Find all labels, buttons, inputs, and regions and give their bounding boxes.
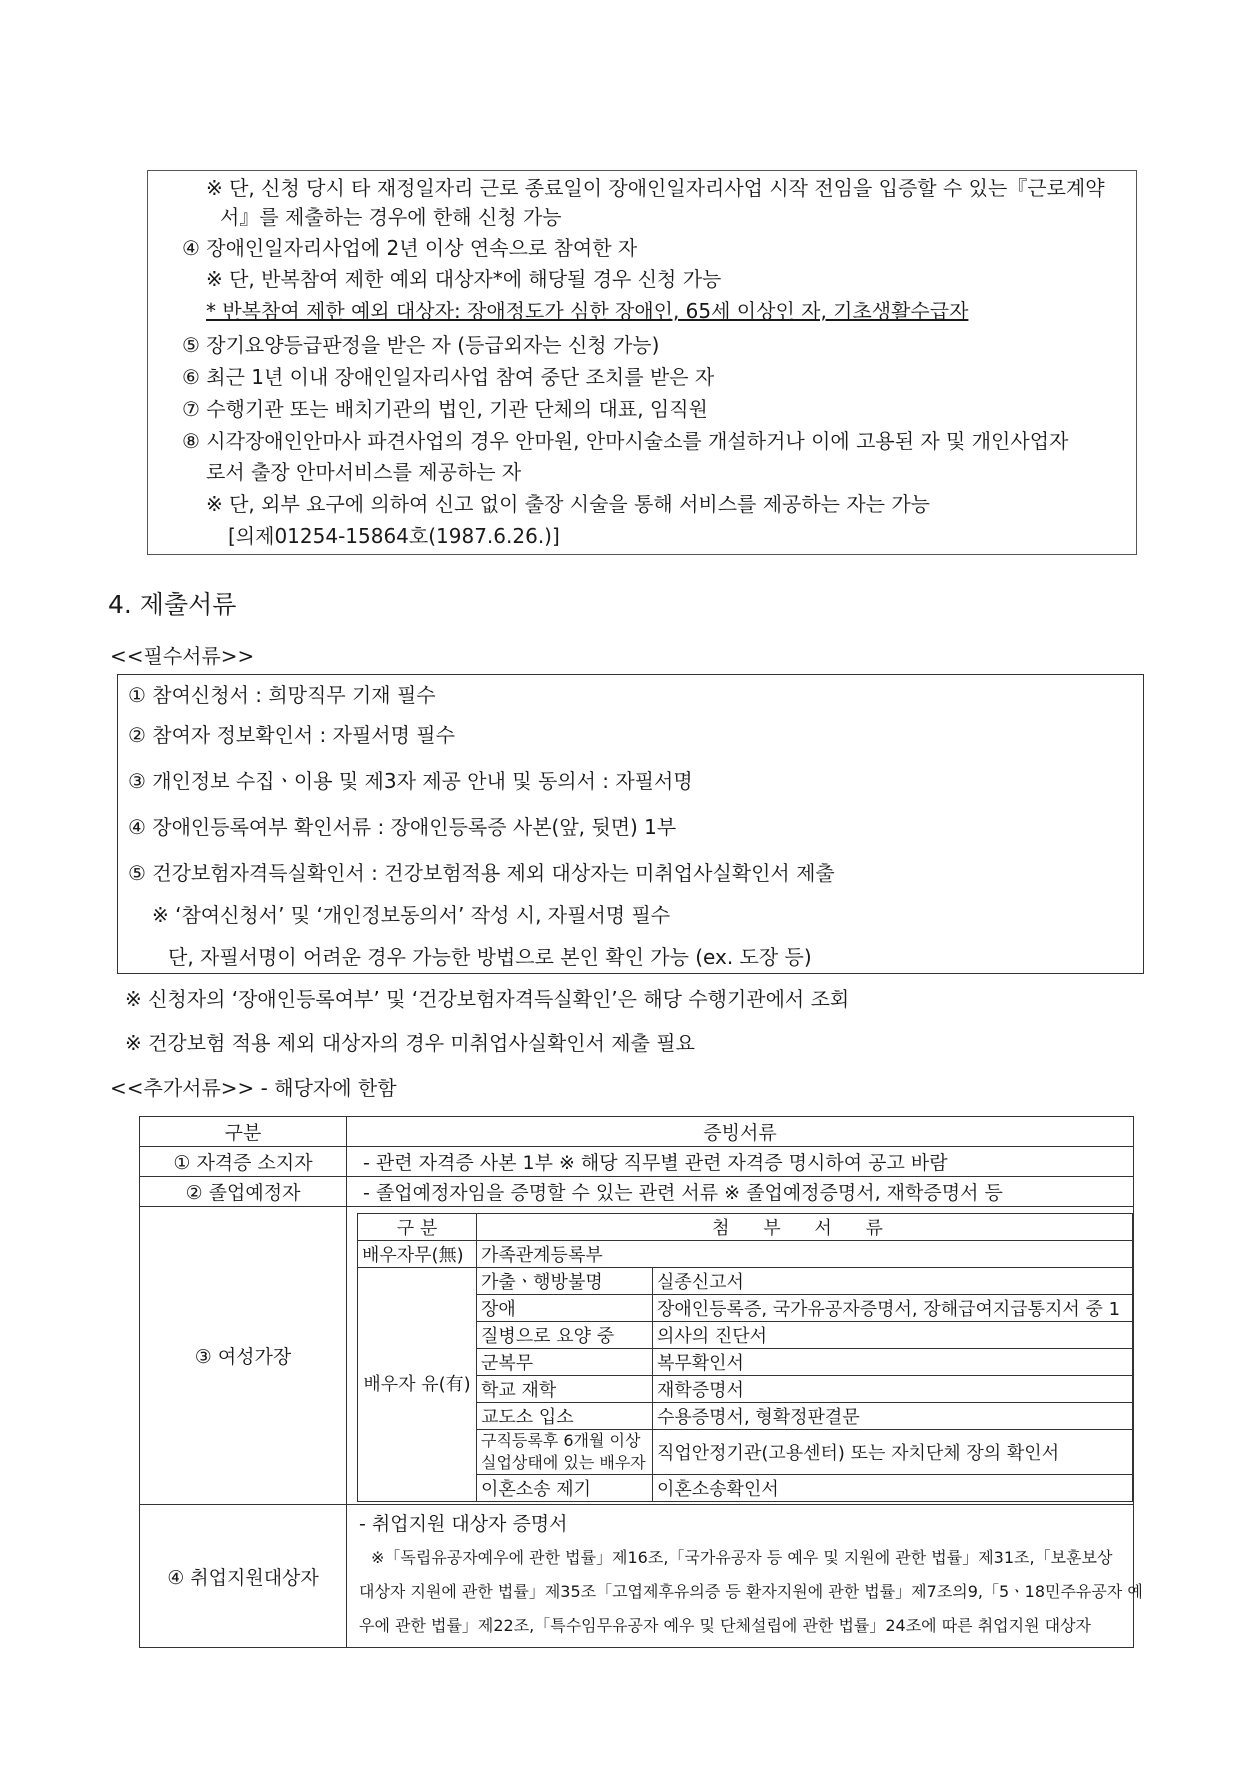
additional-docs-table — [139, 1116, 1143, 1648]
doc-cell: 수용증명서, 형확정판결문 — [653, 1403, 1133, 1430]
box-line: ※ 단, 신청 당시 타 재정일자리 근로 종료일이 장애인일자리사업 시작 전임을 입증할 수 있는『근로계약 — [206, 176, 1105, 200]
doc-cell: 재학증명서 — [653, 1376, 1133, 1403]
additional-docs-title: <<추가서류>> - 해당자에 한함 — [110, 1076, 397, 1100]
row4-line: ※「독립유공자예우에 관한 법률」제16조,「국가유공자 등 예우 및 지원에 관한 법률」제31조,「보훈보상 — [371, 1548, 1113, 1567]
spouse-label: 배우자 유(有) — [358, 1268, 477, 1502]
required-item: ② 참여자 정보확인서 : 자필서명 필수 — [128, 723, 455, 747]
box-line: ⑥ 최근 1년 이내 장애인일자리사업 참여 중단 조치를 받은 자 — [182, 365, 715, 389]
table-row — [140, 1177, 1134, 1207]
required-item: ⑤ 건강보험자격득실확인서 : 건강보험적용 제외 대상자는 미취업사실확인서 제출 — [128, 861, 835, 885]
table-header-row — [140, 1117, 1134, 1147]
section-title: 4. 제출서류 — [108, 590, 237, 619]
table-row — [140, 1505, 1134, 1648]
box-line-underlined: * 반복참여 제한 예외 대상자: 장애정도가 심한 장애인, 65세 이상인 자, 기초생활수급자 — [206, 299, 969, 323]
case-cell: 구직등록후 6개월 이상 실업상태에 있는 배우자 — [477, 1430, 653, 1475]
col-header-category: 구분 — [140, 1117, 347, 1147]
sub-header-category: 구 분 — [358, 1214, 477, 1241]
required-docs-title: <<필수서류>> — [110, 644, 255, 668]
required-item: ④ 장애인등록여부 확인서류 : 장애인등록증 사본(앞, 뒷면) 1부 — [128, 815, 677, 839]
row-label: ② 졸업예정자 — [140, 1177, 347, 1207]
box-line: ⑧ 시각장애인안마사 파견사업의 경우 안마원, 안마시술소를 개설하거나 이에 고용된 자 및 개인사업자 — [182, 429, 1069, 453]
case-cell: 질병으로 요양 중 — [477, 1322, 653, 1349]
doc-cell: 장애인등록증, 국가유공자증명서, 장해급여지급통지서 중 1 — [653, 1295, 1133, 1322]
box-line: 로서 출장 안마서비스를 제공하는 자 — [206, 460, 522, 484]
no-spouse-label: 배우자무(無) — [358, 1241, 477, 1268]
box-line: ④ 장애인일자리사업에 2년 이상 연속으로 참여한 자 — [182, 236, 638, 260]
required-item: ③ 개인정보 수집ㆍ이용 및 제3자 제공 안내 및 동의서 : 자필서명 — [128, 769, 693, 793]
case-cell: 군복무 — [477, 1349, 653, 1376]
table-row — [140, 1207, 1134, 1505]
box-line: 서』를 제출하는 경우에 한해 신청 가능 — [220, 205, 562, 229]
doc-cell: 복무확인서 — [653, 1349, 1133, 1376]
row-text: - 졸업예정자임을 증명할 수 있는 관련 서류 ※ 졸업예정증명서, 재학증명서 등 — [347, 1177, 1134, 1207]
doc-cell: 이혼소송확인서 — [653, 1475, 1133, 1502]
female-head-subtable — [357, 1213, 1133, 1502]
box-line: ※ 단, 반복참여 제한 예외 대상자*에 해당될 경우 신청 가능 — [206, 267, 722, 291]
box-line: ⑤ 장기요양등급판정을 받은 자 (등급외자는 신청 가능) — [182, 333, 660, 357]
row-label: ① 자격증 소지자 — [140, 1147, 347, 1177]
note-line: ※ 건강보험 적용 제외 대상자의 경우 미취업사실확인서 제출 필요 — [125, 1031, 695, 1055]
case-cell: 가출ㆍ행방불명 — [477, 1268, 653, 1295]
required-docs-box — [117, 674, 1144, 974]
box-line: ※ 단, 외부 요구에 의하여 신고 없이 출장 시술을 통해 서비스를 제공하는 자는 가능 — [206, 492, 931, 516]
sub-header-documents: 첨 부 서 류 — [477, 1214, 1133, 1241]
row-label: ④ 취업지원대상자 — [140, 1505, 347, 1648]
row4-line: 대상자 지원에 관한 법률」제35조「고엽제후유의증 등 환자지원에 관한 법률」제7조의9,「5ㆍ18민주유공자 예 — [359, 1582, 1143, 1601]
row-text: - 관련 자격증 사본 1부 ※ 해당 직무별 관련 자격증 명시하여 공고 바람 — [347, 1147, 1134, 1177]
eligibility-exclusion-box — [147, 170, 1137, 555]
table-row — [140, 1147, 1134, 1177]
note-line: ※ 신청자의 ‘장애인등록여부’ 및 ‘건강보험자격득실확인’은 해당 수행기관에서 조회 — [125, 987, 850, 1011]
required-item: ① 참여신청서 : 희망직무 기재 필수 — [128, 683, 436, 707]
doc-cell: 실종신고서 — [653, 1268, 1133, 1295]
case-cell: 교도소 입소 — [477, 1403, 653, 1430]
no-spouse-doc: 가족관계등록부 — [477, 1241, 1133, 1268]
box-line: ⑦ 수행기관 또는 배치기관의 법인, 기관 단체의 대표, 임직원 — [182, 397, 708, 421]
row-label: ③ 여성가장 — [140, 1207, 347, 1505]
row4-line: - 취업지원 대상자 증명서 — [359, 1513, 568, 1535]
row4-line: 우에 관한 법률」제22조,「특수임무유공자 예우 및 단체설립에 관한 법률」24조에 따른 취업지원 대상자 — [359, 1616, 1091, 1635]
doc-cell: 의사의 진단서 — [653, 1322, 1133, 1349]
box-line: [의제01254-15864호(1987.6.26.)] — [228, 524, 560, 548]
required-note: ※ ‘참여신청서’ 및 ‘개인정보동의서’ 작성 시, 자필서명 필수 — [152, 903, 671, 927]
case-cell: 이혼소송 제기 — [477, 1475, 653, 1502]
required-note: 단, 자필서명이 어려운 경우 가능한 방법으로 본인 확인 가능 (ex. 도장 등) — [168, 945, 812, 969]
col-header-documents: 증빙서류 — [347, 1117, 1134, 1147]
doc-cell: 직업안정기관(고용센터) 또는 자치단체 장의 확인서 — [653, 1430, 1133, 1475]
case-cell: 학교 재학 — [477, 1376, 653, 1403]
case-cell: 장애 — [477, 1295, 653, 1322]
